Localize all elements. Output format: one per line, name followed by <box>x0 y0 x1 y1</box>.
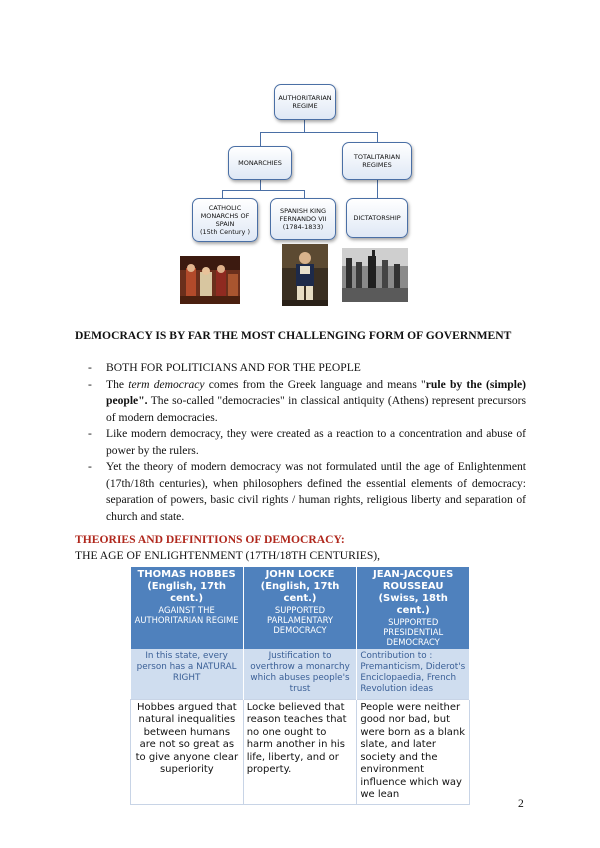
philosopher-origin: (Swiss, 18th cent.) <box>378 593 448 616</box>
table-row <box>131 699 470 804</box>
list-item <box>88 377 526 427</box>
node-dictatorship: DICTATORSHIP <box>346 198 408 238</box>
table-cell: Locke believed that reason teaches that no one ought to harm another in his life, liberty, and or property. <box>243 699 357 804</box>
democracy-bullet-list <box>88 360 526 525</box>
table-cell: In this state, every person has a NATURAL RIGHT <box>131 649 244 699</box>
philosopher-origin: (English, 17th cent.) <box>147 581 226 604</box>
regime-diagram <box>170 72 432 317</box>
header-cell-rousseau <box>357 567 470 649</box>
node-authoritarian-regime: AUTHORITARIAN REGIME <box>274 84 336 120</box>
term-democracy-text: term democracy <box>128 377 205 391</box>
philosopher-name: THOMAS HOBBES <box>137 569 236 580</box>
list-item-text: The so-called "democracies" in classical antiquity (Athens) represent precursors of modern democracies. <box>106 394 526 424</box>
dictatorship-photo <box>342 248 408 302</box>
node-fernando-vii: SPANISH KING FERNANDO VII (1784-1833) <box>270 198 336 240</box>
table-cell: Contribution to : Premanticism, Diderot's Enciclopaedia, French Revolution ideas <box>357 649 470 699</box>
node-totalitarian-regimes: TOTALITARIAN REGIMES <box>342 142 412 180</box>
node-monarchies: MONARCHIES <box>228 146 292 180</box>
node-catholic-monarchs: CATHOLIC MONARCHS OF SPAIN (15th Century ) <box>192 198 258 242</box>
democracy-heading: DEMOCRACY IS BY FAR THE MOST CHALLENGING FORM OF GOVERNMENT <box>75 329 512 342</box>
section-title: THEORIES AND DEFINITIONS OF DEMOCRACY: <box>75 533 345 546</box>
table-cell: People were neither good nor bad, but were born as a blank slate, and later society and the environment influence which way we lean <box>357 699 470 804</box>
rule-by-people-text: rule by the (simple) people". <box>106 377 526 407</box>
table-cell: Hobbes argued that natural inequalities between humans are not so great as to give anyone clear superiority <box>131 699 244 804</box>
catholic-monarchs-painting <box>180 256 240 304</box>
list-item: - BOTH FOR POLITICIANS AND FOR THE PEOPLE <box>88 360 526 377</box>
list-item-text: The <box>106 377 129 391</box>
list-item: - Yet the theory of modern democracy was not formulated until the age of Enlightenment (17th/18th centuries), when philosophers defined the essential elements of democracy: separation of powers, basic civil rights / human rights, religious liberty and separation of church and state. <box>88 459 526 525</box>
philosopher-name: JOHN LOCKE <box>265 569 335 580</box>
header-cell-hobbes <box>131 567 244 649</box>
section-subtitle: THE AGE OF ENLIGHTENMENT (17TH/18TH CENTURIES), <box>75 549 381 562</box>
table-cell: Justification to overthrow a monarchy which abuses people's trust <box>243 649 357 699</box>
table-header-row <box>131 567 470 649</box>
philosopher-stance: SUPPORTED PRESIDENTIAL DEMOCRACY <box>383 617 444 647</box>
list-item-text: comes from the Greek language and means " <box>204 377 426 391</box>
philosophers-table <box>130 567 470 805</box>
page-number: 2 <box>518 797 524 810</box>
fernando-vii-portrait <box>282 244 328 306</box>
header-cell-locke <box>243 567 357 649</box>
philosopher-stance: SUPPORTED PARLAMENTARY DEMOCRACY <box>267 605 334 635</box>
philosopher-name: JEAN-JACQUES ROUSSEAU <box>373 569 454 592</box>
list-item: - Like modern democracy, they were created as a reaction to a concentration and abuse of power by the rulers. <box>88 426 526 459</box>
table-row <box>131 649 470 699</box>
philosopher-origin: (English, 17th cent.) <box>260 581 340 604</box>
philosopher-stance: AGAINST THE AUTHORITARIAN REGIME <box>134 605 239 625</box>
